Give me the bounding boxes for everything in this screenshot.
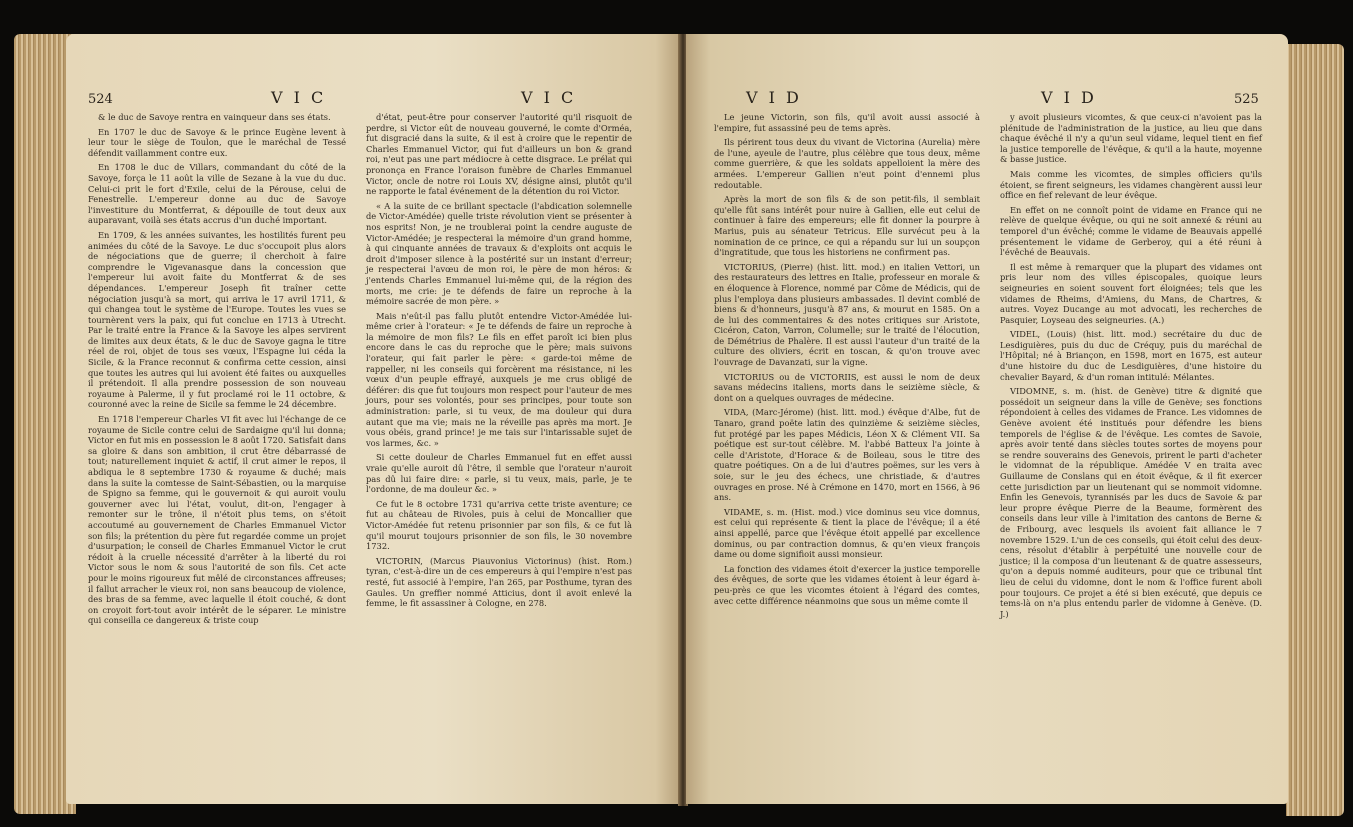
page-number-right: 525: [1234, 92, 1259, 107]
paragraph: Mais n'eût-il pas fallu plutôt entendre Victor-Amédée lui-même crier à l'orateur: « Je te défends de faire un reproche à la mémoire de mon fils? Le fils en effet paroît ici bien plus encore dans le cas du reproche que le père; mais suivons l'orateur, qui fait parler le père: « garde-toi même de rappeller, ni les conseils qui forcèrent ma résistance, ni les vœux d'un peuple effrayé, auxquels je me crus obligé de déférer: dis que fut toujours mon respect pour l'auteur de mes jours, pour ses volontés, pour ses principes, pour toute son administration: parle, si tu veux, de ma douleur qui dura autant que ma vie; mais ne la réveille pas après ma mort. Je vous obéis, grand prince! je me tais sur l'intarissable sujet de vos larmes, &c. »: [366, 310, 632, 448]
paragraph: Ils périrent tous deux du vivant de Victorina (Aurelia) mère de l'une, ayeule de l'autre, plus célèbre que tous deux, même comme guerrière, & que les soldats appelloient la mère des armées. L'empereur Gallien n'eut point d'ennemi plus redoutable.: [714, 137, 980, 190]
page-number-left: 524: [88, 92, 113, 107]
right-column-1: [714, 112, 980, 610]
paragraph: En 1718 l'empereur Charles VI fit avec lui l'échange de ce royaume de Sicile contre celui de Sardaigne qu'il lui donna; Victor en fut mis en possession le 8 août 1720. Satisfait dans sa gloire & dans son ambition, il crut être débarrassé de tout; naturellement inquiet & actif, il crut aimer le repos, il abdiqua le 8 septembre 1730 & royaume & duché; mais dans la suite la comtesse de Saint-Sébastien, ou la marquise de Spigno sa femme, qui le gouvernoit & qui auroit voulu gouverner avec lui l'état, voulut, dit-on, l'engager à remonter sur le trône, il n'étoit plus tems, on s'étoit accoutumé au gouvernement de Charles Emmanuel Victor son fils; la prétention du père fut regardée comme un projet d'usurpation; le conseil de Charles Emmanuel Victor le crut rédoit à la cruelle nécessité d'arrêter à la liberté du roi Victor sous le nom & sous l'autorité de son fils. Cet acte pour le moins rigoureux fut mêlé de circonstances affreuses; il fallut arracher le vieux roi, non sans beaucoup de violence, des bras de sa femme, avec laquelle il étoit couché, & dont on croyoit fort-tout avoir intérêt de le séparer. Le ministre qui conseilla ce dangereux & triste coup: [88, 414, 346, 626]
paragraph: Le jeune Victorin, son fils, qu'il avoit aussi associé à l'empire, fut assassiné peu de tems après.: [714, 112, 980, 133]
paragraph: y avoit plusieurs vicomtes, & que ceux-ci n'avoient pas la plénitude de l'administration de la justice, au lieu que dans chaque évêché il n'y a qu'un seul vidame, lequel tient en fief la justice temporelle de l'évêque, & qu'il a la haute, moyenne & basse justice.: [1000, 112, 1262, 165]
paragraph: En 1708 le duc de Villars, commandant du côté de la Savoye, força le 11 août la ville de Sezane à la vue du duc. Celui-ci prit le fort d'Exile, celui de la Pérouse, celui de Fenestrelle. L'empereur donne au duc de Savoye l'investiture du Montferrat, & dépouille de tout deux aux auparavant, voilà ses états accrus d'un duché important.: [88, 162, 346, 226]
page-edges-right: [1286, 44, 1344, 816]
paragraph: La fonction des vidames étoit d'exercer la justice temporelle des évêques, de sorte que les vidames étoient à leur égard à-peu-près ce que les vicomtes étoient à l'égard des comtes, avec cette différence néanmoins que sous un même comte il: [714, 563, 980, 606]
paragraph: Après la mort de son fils & de son petit-fils, il semblait qu'elle fût sans intérêt pour nuire à Gallien, elle eut celui de continuer à faire des empereurs; elle fit donner la pourpre à Marius, puis au sénateur Tetricus. Elle survécut peu à la nomination de ce prince, ce qui a répandu sur lui un soupçon d'ingratitude, que tous les historiens ne confirment pas.: [714, 194, 980, 258]
paragraph: En 1707 le duc de Savoye & le prince Eugène levent à leur tour le siège de Toulon, que le maréchal de Tessé défendit vaillamment contre eux.: [88, 126, 346, 158]
paragraph: VICTORIUS, (Pierre) (hist. litt. mod.) en italien Vettori, un des restaurateurs des lettres en Italie, professeur en morale & en éloquence à Florence, nommé par Côme de Médicis, qui de plus l'employa dans plusieurs ambassades. Il devint comblé de biens & d'honneurs, jusqu'à 87 ans, & mourut en 1585. On a de lui des commentaires & des notes critiques sur Aristote, Cicéron, Caton, Varron, Columelle; sur le traité de l'élocution, de Démétrius de Phalère. Il est aussi l'auteur d'un traité de la culture des oliviers, écrit en toscan, & qu'on trouve avec l'ouvrage de Davanzati, sur la vigne.: [714, 261, 980, 368]
paragraph: VIDAME, s. m. (Hist. mod.) vice dominus seu vice domnus, est celui qui représente & tient la place de l'évêque; il a été ainsi appellé, parce que l'évêque étoit appellé par excellence dominus, ou par contraction domnus, & qu'en vieux françois dame ou dome signifioit aussi monsieur.: [714, 506, 980, 560]
right-page: [686, 34, 1288, 804]
paragraph: Il est même à remarquer que la plupart des vidames ont pris leur nom des villes épiscopales, quoique leurs seigneuries en soient souvent fort éloignées; tels que les vidames de Rheims, d'Amiens, du Mans, de Chartres, & autres. Voyez Ducange au mot advocati, les recherches de Pasquier, Loyseau des seigneuries. (A.): [1000, 261, 1262, 325]
running-head-right-2: V I D: [1041, 88, 1097, 107]
paragraph: Ce fut le 8 octobre 1731 qu'arriva cette triste aventure; ce fut au château de Rivoles, puis à celui de Moncallier que Victor-Amédée fut retenu prisonnier par son fils, & ce fut là qu'il mourut toujours prisonnier de son fils, le 30 novembre 1732.: [366, 498, 632, 552]
paragraph: Mais comme les vicomtes, de simples officiers qu'ils étoient, se firent seigneurs, les vidames changèrent aussi leur office en fief relevant de leur évêque.: [1000, 168, 1262, 201]
paragraph: & le duc de Savoye rentra en vainqueur dans ses états.: [98, 112, 331, 122]
left-column-2: [366, 112, 632, 613]
running-head-right-1: V I D: [746, 88, 802, 107]
running-head-left-1: V I C: [271, 88, 327, 107]
paragraph: VIDA, (Marc-Jérome) (hist. litt. mod.) évêque d'Albe, fut de Tanaro, grand poëte latin des quinzième & seizième siècles, fut protégé par les papes Médicis, Léon X & Clément VII. Sa poétique est sur-tout célèbre. M. l'abbé Batteux l'a jointe à celle d'Aristote, d'Horace & de Boileau, sous le titre des quatre poétiques. On a de lui d'autres poëmes, sur les vers à soie, sur le jeu des échecs, une christiade, & d'autres ouvrages en prose. Né à Crémone en 1470, mort en 1566, à 96 ans.: [714, 407, 980, 503]
paragraph: VICTORIUS ou de VICTORIIS, est aussi le nom de deux savans médecins italiens, morts dans le seizième siècle, & dont on a quelques ouvrages de médecine.: [714, 371, 980, 403]
open-book: [14, 14, 1344, 820]
paragraph: VIDEL, (Louis) (hist. litt. mod.) secrétaire du duc de Lesdiguières, puis du duc de Créquy, puis du maréchal de l'Hôpital; né à Briançon, en 1598, mort en 1675, est auteur d'une histoire du duc de Lesdiguières, d'une histoire du chevalier Bayard, & d'un roman intitulé: Mélantes.: [1000, 329, 1262, 382]
running-head-left-2: V I C: [521, 88, 577, 107]
paragraph: En 1709, & les années suivantes, les hostilités furent peu animées du côté de la Savoye. Le duc s'occupoit plus alors de négociations que de guerre; il cherchoit à faire comprendre le Vigevanasque dans la concession que l'empereur lui avoit faite du Montferrat & de ses dépendances. L'empereur Joseph fit traîner cette négociation jusqu'à sa mort, qui arriva le 17 avril 1711, & qui changea tout le système de l'Europe. Toutes les vues se tournèrent vers la paix, qui fut conclue en 1713 à Utrecht. Par le traité entre la France & la Savoye les alpes servirent de limites aux deux états, & le duc de Savoye gagna le titre réel de roi, objet de tous ses vœux, l'Espagne lui céda la Sicile, & la France reconnut & confirma cette cession, ainsi que toutes les autres qui lui avoient été faites ou auxquelles il prétendoit. Il alla prendre possession de son nouveau royaume à Palerme, il y fut proclamé roi le 11 octobre, & couronné avec la reine de Sicile sa femme le 24 décembre.: [88, 229, 346, 410]
paragraph: VIDOMNE, s. m. (hist. de Genève) titre & dignité que possédoit un seigneur dans la ville de Genève; ses fonctions répondoient à celles des vidames de France. Les vidomnes de Genève avoient été institués pour défendre les biens temporels de l'église & de l'évêque. Les comtes de Savoie, après avoir tenté dans siècles toutes sortes de moyens pour se rendre souverains des Genevois, prirent le parti d'acheter le vidomnat de la république. Amédée V en traita avec Guillaume de Conslans qui en étoit évêque, & il fit exercer cette jurisdiction par un lieutenant qui se nommoit vidomne. Enfin les Genevois, tyrannisés par les ducs de Savoie & par leur propre évêque Pierre de la Beaume, formèrent des conseils dans leur ville à l'imitation des cantons de Berne & de Fribourg, avec lesquels ils avoient fait alliance le 7 novembre 1529. L'un de ces conseils, qui étoit celui des deux-cens, résolut d'établir à perpétuité une nouvelle cour de justice; il la composa d'un lieutenant & de quatre assesseurs, qu'on a depuis nommé auditeurs, pour que ce tribunal tînt lieu de celui du vidomne, dont le nom & l'office furent aboli pour toujours. Ce projet a été si bien exécuté, que depuis ce tems-là on n'a plus entendu parler de vidomne à Genève. (D. J.): [1000, 386, 1262, 619]
paragraph: En effet on ne connoît point de vidame en France qui ne relève de quelque évêque, ou qui ne soit annexé & réuni au temporel d'un évêché; comme le vidame de Beauvais appellé présentement le vidame de Gerberoy, qui a été réuni à l'évêché de Beauvais.: [1000, 204, 1262, 258]
left-page: [66, 34, 680, 804]
paragraph: d'état, peut-être pour conserver l'autorité qu'il risquoit de perdre, si Victor eût de nouveau gouverné, le comte d'Orméa, fut disgracié dans la suite, & il est à croire que le repentir de Charles Emmanuel Victor, qui fut d'ailleurs un bon & grand roi, n'eut pas une part médiocre à cette disgrace. Le prélat qui prononça en France l'oraison funèbre de Charles Emmanuel Victor, oncle de notre roi Louis XV, désigne ainsi, plutôt qu'il ne rapporte le fatal événement de la détention du roi Victor.: [366, 112, 632, 197]
paragraph: Si cette douleur de Charles Emmanuel fut en effet aussi vraie qu'elle auroit dû l'être, il semble que l'orateur n'auroit pas dû lui faire dire: « parle, si tu veux, mais, parle, je te l'ordonne, de ma douleur &c. »: [366, 452, 632, 495]
left-column-1: [88, 112, 346, 630]
paragraph: VICTORIN, (Marcus Piauvonius Victorinus) (hist. Rom.) tyran, c'est-à-dire un de ces empereurs à qui l'empire n'est pas resté, fut associé à l'empire, l'an 265, par Posthume, tyran des Gaules. Un greffier nommé Atticius, dont il avoit enlevé la femme, le fit assassiner à Cologne, en 278.: [366, 555, 632, 609]
paragraph: « A la suite de ce brillant spectacle (l'abdication solemnelle de Victor-Amédée) quelle triste révolution vient se présenter à nos esprits! Non, je ne troublerai point la cendre auguste de Victor-Amédée; je respecterai la mémoire d'un grand homme, à qui cinquante années de travaux & d'exploits ont acquis le droit d'imposer silence à la postérité sur un instant d'erreur; je respecterai l'avœu de mon roi, le père de mon héros: & j'entends Charles Emmanuel lui-même qui, de la région des morts, me crie: je te défends de faire un reproche à la mémoire sacrée de mon père. »: [366, 200, 632, 307]
right-column-2: [1000, 112, 1262, 623]
